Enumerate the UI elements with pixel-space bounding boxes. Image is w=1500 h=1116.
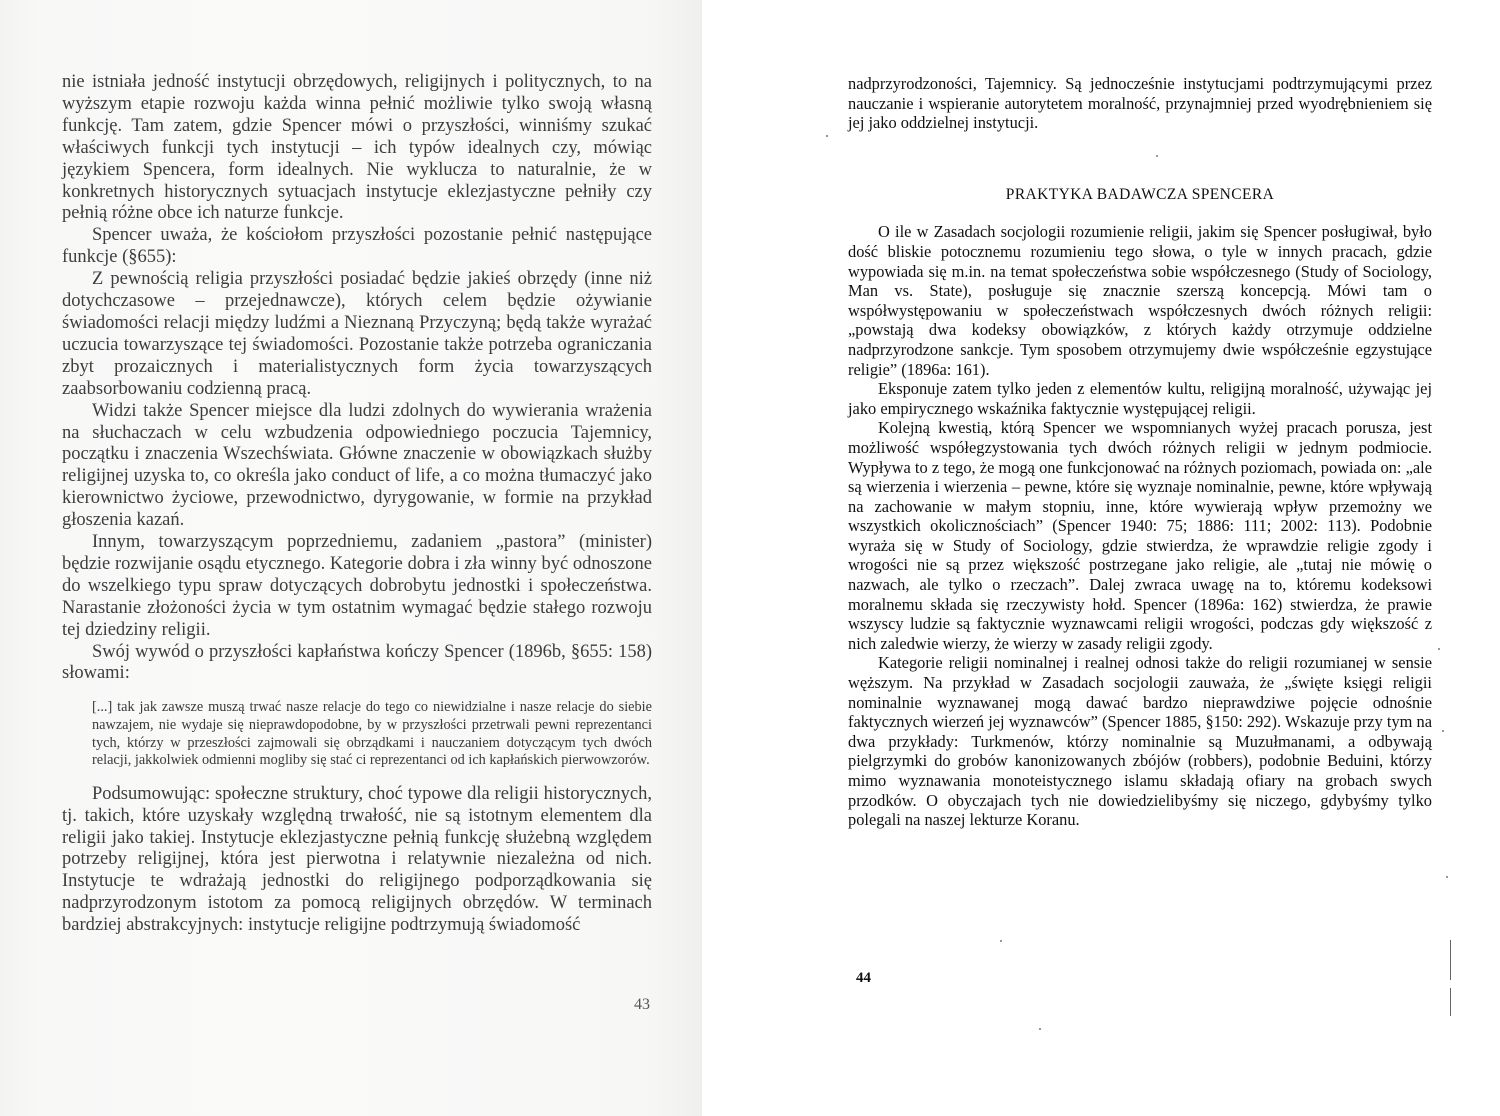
scan-speck: [1156, 155, 1158, 157]
scan-speck: [1039, 1028, 1041, 1030]
paragraph: O ile w Zasadach socjologii rozumienie religii, jakim się Spencer posługiwał, było dość bliskie potocznemu rozumieniu tego słowa, o tyle w innych pracach, gdzie wypowiada się m.in. na temat społeczeństwa sobie współczesnego (Study of Sociology, Man vs. State), posługuje się znacznie szerszą koncepcją. Mówi tam o współwystępowaniu w społeczeństwach współczesnych dwóch różnych religii: „powstają dwa kodeksy obowiązków, z których każdy otrzymuje oddzielne nadprzyrodzone sankcje. Tym sposobem otrzymujemy dwie współcześnie egzystujące religie” (1896a: 161).: [848, 222, 1432, 379]
paragraph: Kategorie religii nominalnej i realnej odnosi także do religii rozumianej w sensie węższym. Na przykład w Zasadach socjologii zauważa, że „święte księgi religii nominalnie wyznawanej mogą dawać bardzo nieprawdziwe pojęcie odnośnie faktycznych wierzeń jej wyznawców” (Spencer 1885, §150: 292). Wskazuje przy tym na dwa przykłady: Turkmenów, którzy nominalnie są Muzułmanami, a odbywają pielgrzymki do grobów kanonizowanych zbójów (robbers), podobnie Beduini, którzy mimo wyznawania monoteistycznego islamu składają ofiary na grobach swych przodków. O obyczajach tych nie dowiedzielibyśmy się niczego, gdybyśmy tylko polegali na naszej lekturze Koranu.: [848, 653, 1432, 830]
right-page-text: [848, 74, 1432, 830]
left-page: [0, 0, 702, 1116]
scan-speck: [826, 135, 828, 137]
paragraph: Spencer uważa, że kościołom przyszłości pozostanie pełnić następujące funkcje (§655):: [62, 225, 652, 268]
paragraph: Eksponuje zatem tylko jeden z elementów kultu, religijną moralność, używając jej jako empirycznego wskaźnika faktycznie występującej religii.: [848, 379, 1432, 418]
section-heading: PRAKTYKA BADAWCZA SPENCERA: [1005, 185, 1275, 203]
scan-speck: [1442, 730, 1444, 732]
scan-speck: [1446, 876, 1448, 878]
paragraph: Kolejną kwestią, którą Spencer we wspomnianych wyżej pracach porusza, jest możliwość współegzystowania tych dwóch różnych religii w jednym podmiocie. Wypływa to z tego, że mogą one funkcjonować na różnych poziomach, powiada on: „ale są wierzenia i wierzenia – pewne, które się wyznaje nominalnie, pewne, które wpływają na zachowanie w małym stopniu, inne, które wywierają wpływ przemożny we wszystkich okolicznościach” (Spencer 1940: 75; 1886: 111; 2002: 113). Podobnie wyraża się w Study of Sociology, gdzie stwierdza, że wprawdzie religie zgody i wrogości nie są przez większość postrzegane jako religie, ale „tutaj nie mówię o nazwach, ale tylko o rzeczach”. Dalej zwraca uwagę na to, któremu kodeksowi moralnemu składa się rzeczywisty hołd. Spencer (1896a: 162) stwierdza, że prawie wszyscy ludzie są faktycznie wyznawcami religii wrogości, podczas gdy większość z nich zaledwie wierzy, że wierzy w zasady religii zgody.: [848, 418, 1432, 653]
margin-mark: [1450, 940, 1451, 980]
paragraph: Swój wywód o przyszłości kapłaństwa kończy Spencer (1896b, §655: 158) słowami:: [62, 641, 652, 684]
paragraph: nadprzyrodzoności, Tajemnicy. Są jednocześnie instytucjami podtrzymującymi przez nauczanie i wspieranie autorytetem moralność, przynajmniej przed wyodrębnieniem się jej jako oddzielnej instytucji.: [848, 74, 1432, 133]
paragraph: Z pewnością religia przyszłości posiadać będzie jakieś obrzędy (inne niż dotychczasowe – przejednawcze), których celem będzie ożywianie świadomości relacji między ludźmi a Nieznaną Przyczyną; będą także wyrażać uczucia towarzyszące tej świadomości. Pozostanie także potrzeba ograniczania zbyt prozaicznych i materialistycznych form życia towarzyszących zaabsorbowaniu codzienną pracą.: [62, 269, 652, 399]
right-page: [702, 0, 1500, 1116]
margin-mark: [1450, 988, 1451, 1016]
paragraph: Podsumowując: społeczne struktury, choć typowe dla religii historycznych, tj. takich, które uzyskały względną trwałość, nie są istotnym elementem dla religii jako takiej. Instytucje eklezjastyczne pełnią funkcję służebną względem potrzeby religijnej, która jest pierwotna i relatywnie niezależna od nich. Instytucje te wdrażają jednostki do religijnego podporządkowania się nadprzyrodzonym istotom za pomocą religijnych obrzędów. W terminach bardziej abstrakcyjnych: instytucje religijne podtrzymują świadomość: [62, 783, 652, 936]
paragraph: Innym, towarzyszącym poprzedniemu, zadaniem „pastora” (minister) będzie rozwijanie osądu etycznego. Kategorie dobra i zła winny być odnoszone do wszelkiego typu spraw dotyczących dobrobytu jednostki i społeczeństwa. Narastanie złożoności życia w tym ostatnim wymagać będzie stałego rozwoju tej dziedziny religii.: [62, 532, 652, 640]
page-number: 44: [856, 970, 871, 986]
page-number: 43: [634, 996, 650, 1013]
paragraph: nie istniała jedność instytucji obrzędowych, religijnych i politycznych, to na wyższym etapie rozwoju każda winna pełnić możliwie tylko swoją własną funkcję. Tam zatem, gdzie Spencer mówi o przyszłości, winniśmy szukać właściwych funkcji tych instytucji – ich typów idealnych czy, mówiąc językiem Spencera, form idealnych. Nie wyklucza to naturalnie, że w konkretnych historycznych sytuacjach instytucje eklezjastyczne pełniły czy pełnią różne obce ich naturze funkcje.: [62, 72, 652, 224]
scan-speck: [1438, 648, 1440, 650]
paragraph: Widzi także Spencer miejsce dla ludzi zdolnych do wywierania wrażenia na słuchaczach w celu wzbudzenia odpowiedniego poczucia Tajemnicy, początku i znaczenia Wszechświata. Główne znaczenie w obowiązkach służby religijnej uzyska to, co określa jako conduct of life, a co można tłumaczyć jako kierownictwo życiowe, przewodnictwo, dyrygowanie, w formie na przykład głoszenia kazań.: [62, 400, 652, 531]
scan-speck: [1000, 940, 1002, 942]
block-quote: [...] tak jak zawsze muszą trwać nasze relacje do tego co niewidzialne i nasze relacje do siebie nawzajem, nie wydaje się nieprawdopodobne, by w przyszłości przetrwali pewni reprezentanci tych, którzy w przeszłości zajmowali się obrządkami i nauczaniem dotyczącym tych dwóch relacji, jakkolwiek odmienni mogliby się stać ci reprezentanci od ich kapłańskich pierwowzorów.: [92, 699, 652, 769]
left-page-text: [62, 72, 652, 937]
